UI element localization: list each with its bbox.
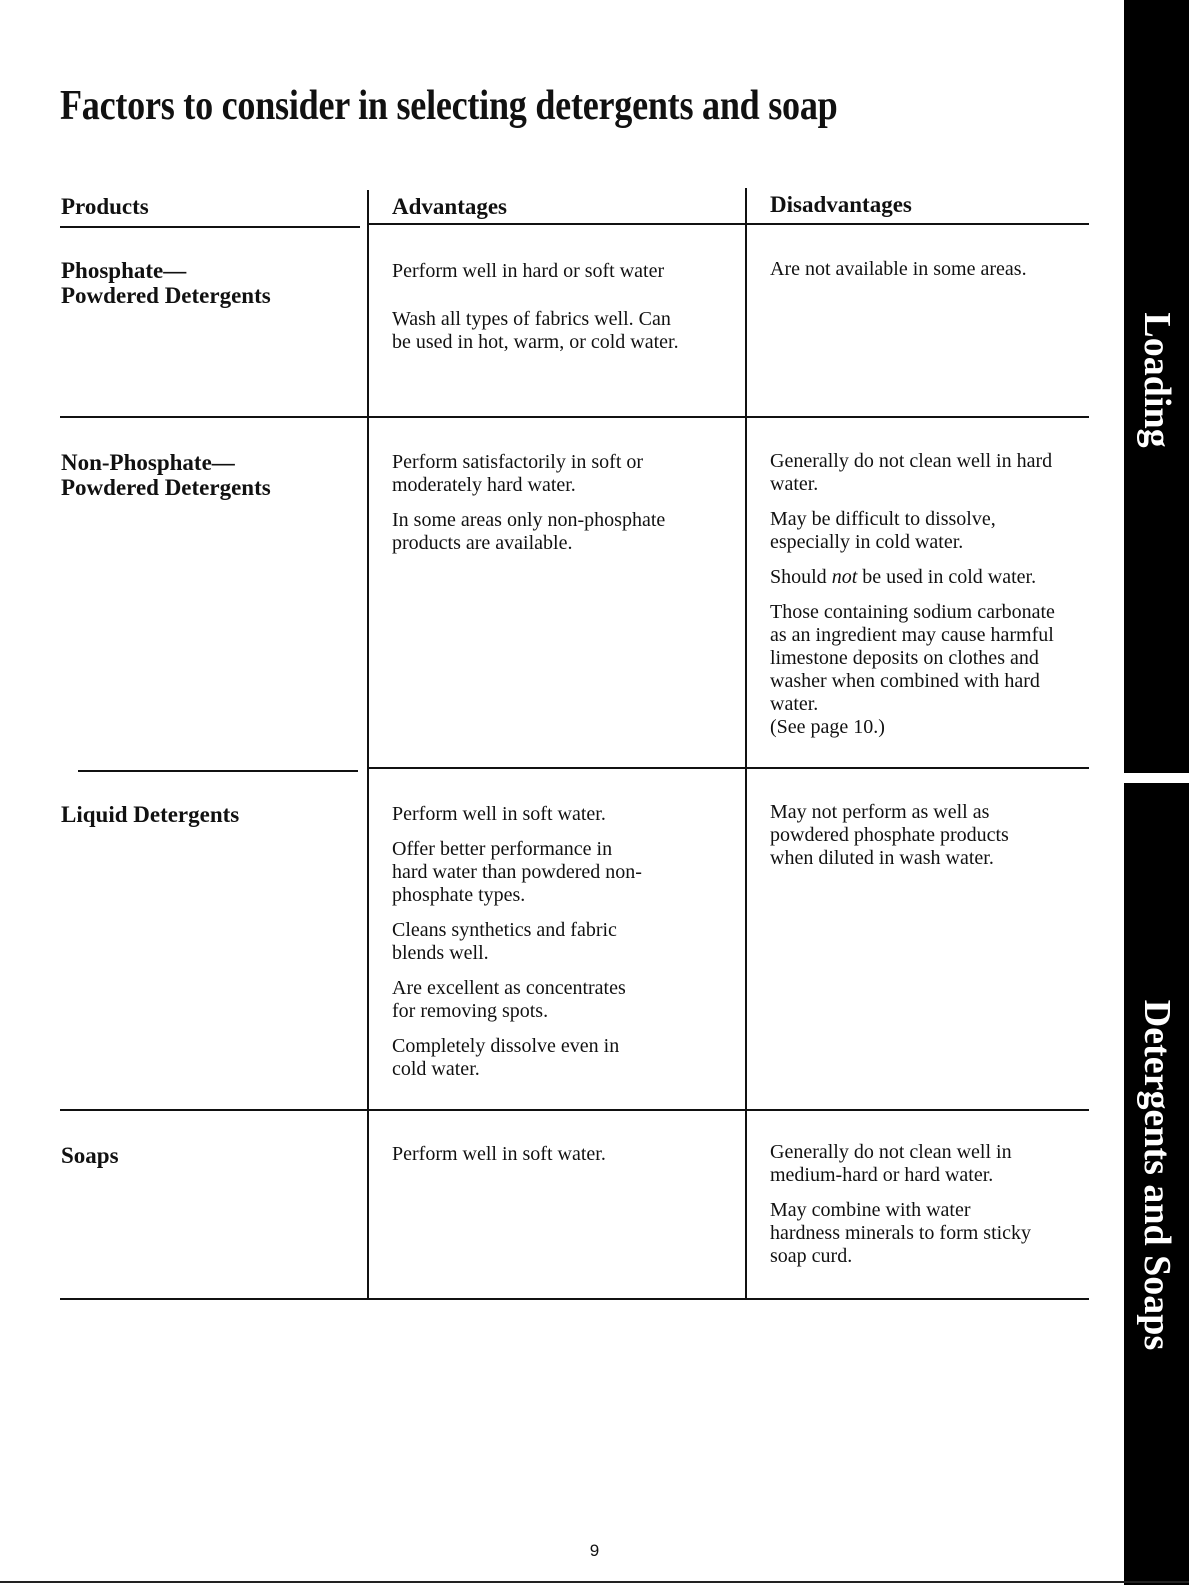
advantages-non-phosphate (392, 451, 687, 567)
page-number: 9 (589, 1541, 600, 1560)
disadvantages-phosphate (770, 258, 1060, 293)
advantage-text: Completely dissolve even in cold water. (392, 1035, 620, 1080)
product-phosphate-sub: Powdered Detergents (61, 283, 271, 308)
product-non-phosphate-sub: Powdered Detergents (61, 475, 271, 500)
header-advantages: Advantages (392, 194, 508, 219)
row-divider-2-products (78, 770, 358, 772)
disadvantages-liquid (770, 801, 1040, 882)
row-divider-1 (60, 416, 1089, 418)
page-bottom-rule (0, 1581, 1189, 1583)
disadvantage-text: May combine with water hardness minerals to form sticky soap curd. (770, 1199, 1032, 1267)
disadvantage-text: (See page 10.) (770, 716, 885, 738)
disadvantage-text: Those containing sodium carbonate as an ingredient may cause harmful limestone deposits on clothes and washer when combined with hard water. (770, 601, 1055, 715)
advantage-text: Are excellent as concentrates for removing spots. (392, 977, 626, 1022)
section-tab-loading-label: Loading (1135, 312, 1178, 448)
advantages-liquid (392, 803, 652, 1093)
disadvantage-text-part: Should (770, 566, 827, 588)
product-soaps (61, 1143, 119, 1168)
product-liquid-main: Liquid Detergents (61, 802, 240, 827)
column-divider-2 (745, 188, 747, 1300)
header-disadvantages: Disadvantages (770, 192, 912, 217)
advantage-text: Perform well in soft water. (392, 803, 606, 825)
product-non-phosphate-main: Non-Phosphate— (61, 450, 235, 475)
header-products: Products (61, 194, 149, 219)
disadvantages-soaps (770, 1141, 1035, 1280)
disadvantages-non-phosphate (770, 450, 1060, 751)
advantage-text: In some areas only non-phosphate products are available. (392, 509, 666, 554)
advantage-text: Wash all types of fabrics well. Can be used in hot, warm, or cold water. (392, 308, 679, 353)
disadvantage-text-part: be used in cold water. (862, 566, 1037, 588)
advantage-text: Offer better performance in hard water than powdered non-phosphate types. (392, 838, 642, 906)
column-divider-1 (367, 190, 369, 1300)
advantage-text: Perform well in soft water. (392, 1143, 606, 1165)
section-tab-loading (1124, 0, 1189, 773)
advantage-text: Perform satisfactorily in soft or moderately hard water. (392, 451, 644, 496)
disadvantage-text: May be difficult to dissolve, especially in cold water. (770, 508, 996, 553)
row-divider-2 (368, 767, 1089, 769)
disadvantage-text: May not perform as well as powdered phosphate products when diluted in wash water. (770, 801, 1009, 869)
product-liquid (61, 802, 239, 827)
section-tab-detergents-and-soaps (1124, 783, 1189, 1585)
product-phosphate (61, 258, 271, 308)
disadvantage-text: Are not available in some areas. (770, 258, 1027, 280)
header-rule-adv-disadv (368, 223, 1089, 225)
advantage-text: Perform well in hard or soft water (392, 260, 665, 282)
header-rule-products (60, 226, 360, 228)
emphasis-not: not (831, 566, 858, 588)
advantages-soaps (392, 1143, 692, 1178)
disadvantage-text: Generally do not clean well in medium-hard or hard water. (770, 1141, 1012, 1186)
row-divider-3 (60, 1109, 1089, 1111)
advantage-text: Cleans synthetics and fabric blends well. (392, 919, 617, 964)
product-non-phosphate (61, 450, 271, 500)
disadvantage-text-emphasis (770, 566, 1060, 589)
disadvantage-text: Generally do not clean well in hard water. (770, 450, 1053, 495)
table-bottom-rule (60, 1298, 1089, 1300)
advantages-phosphate (392, 260, 692, 366)
product-soaps-main: Soaps (61, 1143, 119, 1168)
product-phosphate-main: Phosphate— (61, 258, 187, 283)
page-title: Factors to consider in selecting detergents and soap (60, 83, 838, 129)
section-tab-detergents-label: Detergents and Soaps (1135, 999, 1178, 1351)
